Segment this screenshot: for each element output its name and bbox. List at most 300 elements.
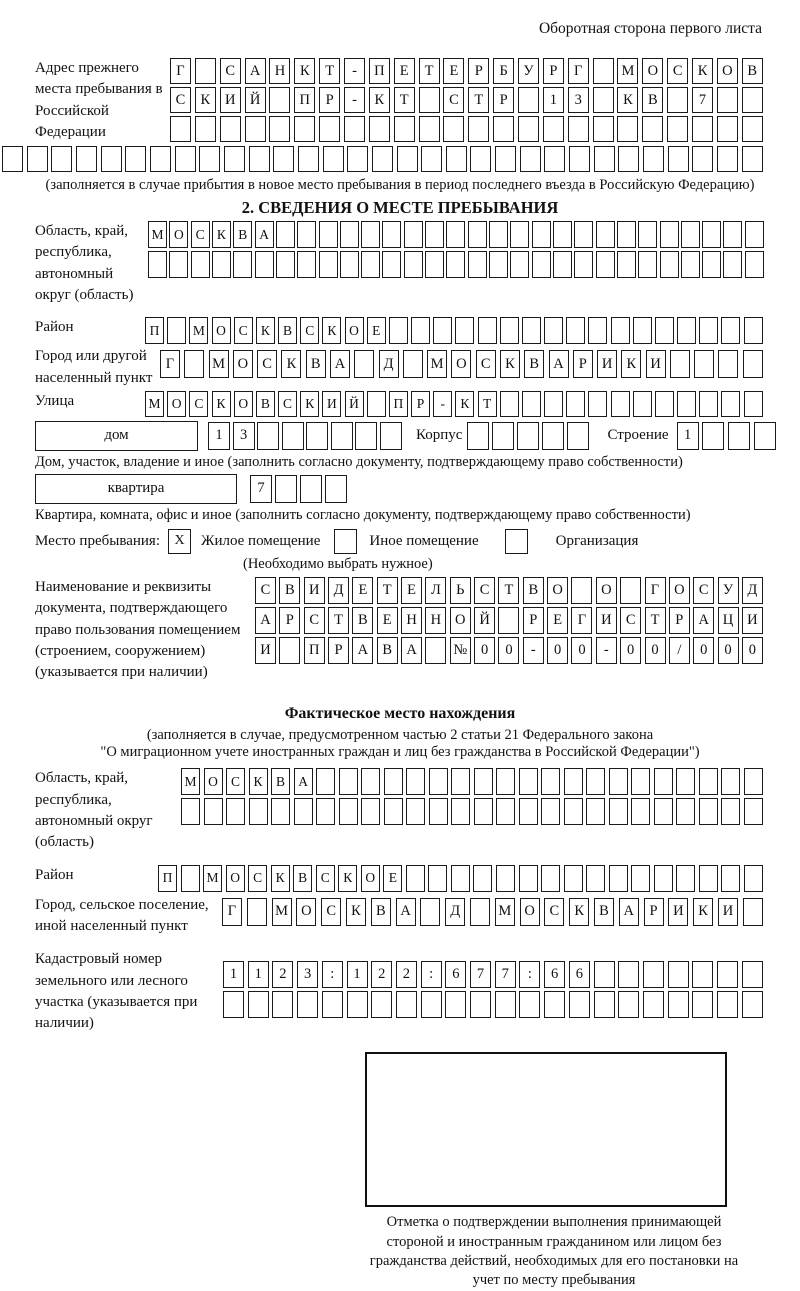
char-box[interactable] <box>404 251 423 278</box>
char-box[interactable] <box>670 350 690 378</box>
char-box[interactable]: К <box>300 391 319 417</box>
char-box[interactable] <box>553 221 572 248</box>
char-box[interactable] <box>425 637 446 664</box>
char-box[interactable] <box>273 146 294 172</box>
char-box[interactable] <box>331 422 353 450</box>
char-box[interactable]: К <box>281 350 301 378</box>
char-box[interactable]: Т <box>419 58 440 84</box>
char-box[interactable]: Р <box>573 350 593 378</box>
residential-checkbox[interactable]: X <box>168 529 191 554</box>
char-box[interactable] <box>699 865 718 892</box>
char-box[interactable] <box>544 317 563 344</box>
char-box[interactable] <box>655 391 674 417</box>
char-box[interactable] <box>742 991 763 1018</box>
char-box[interactable] <box>257 422 279 450</box>
char-box[interactable] <box>681 221 700 248</box>
char-box[interactable] <box>699 391 718 417</box>
char-box[interactable] <box>224 146 245 172</box>
char-box[interactable] <box>294 116 315 142</box>
char-box[interactable] <box>692 146 713 172</box>
char-box[interactable] <box>420 898 440 926</box>
char-box[interactable] <box>325 475 347 503</box>
char-box[interactable]: Г <box>645 577 666 604</box>
char-box[interactable] <box>544 991 565 1018</box>
char-box[interactable]: Г <box>170 58 191 84</box>
char-box[interactable]: Р <box>328 637 349 664</box>
char-box[interactable]: Е <box>547 607 568 634</box>
char-box[interactable]: В <box>306 350 326 378</box>
char-box[interactable] <box>397 146 418 172</box>
char-box[interactable] <box>543 116 564 142</box>
char-box[interactable] <box>403 350 423 378</box>
char-box[interactable]: М <box>209 350 229 378</box>
char-box[interactable]: И <box>597 350 617 378</box>
char-box[interactable]: Е <box>401 577 422 604</box>
char-box[interactable]: Т <box>394 87 415 113</box>
char-box[interactable] <box>699 798 718 825</box>
char-box[interactable] <box>594 961 615 988</box>
char-box[interactable]: Н <box>269 58 290 84</box>
char-box[interactable]: С <box>170 87 191 113</box>
char-box[interactable]: С <box>316 865 335 892</box>
char-box[interactable] <box>754 422 776 450</box>
char-box[interactable]: : <box>421 961 442 988</box>
char-box[interactable]: С <box>667 58 688 84</box>
char-box[interactable] <box>468 116 489 142</box>
char-box[interactable]: / <box>669 637 690 664</box>
char-box[interactable] <box>419 116 440 142</box>
char-box[interactable]: Р <box>319 87 340 113</box>
char-box[interactable]: - <box>596 637 617 664</box>
char-box[interactable] <box>743 350 763 378</box>
char-box[interactable] <box>371 991 392 1018</box>
char-box[interactable]: 3 <box>568 87 589 113</box>
char-box[interactable] <box>699 768 718 795</box>
char-box[interactable] <box>723 251 742 278</box>
char-box[interactable]: А <box>401 637 422 664</box>
char-box[interactable] <box>744 768 763 795</box>
char-box[interactable] <box>428 865 447 892</box>
char-box[interactable]: - <box>344 87 365 113</box>
char-box[interactable]: И <box>646 350 666 378</box>
char-box[interactable]: - <box>433 391 452 417</box>
char-box[interactable] <box>744 317 763 344</box>
char-box[interactable]: М <box>145 391 164 417</box>
char-box[interactable] <box>421 146 442 172</box>
char-box[interactable] <box>470 898 490 926</box>
char-box[interactable] <box>522 391 541 417</box>
char-box[interactable] <box>319 221 338 248</box>
char-box[interactable] <box>676 865 695 892</box>
char-box[interactable] <box>275 475 297 503</box>
char-box[interactable] <box>340 251 359 278</box>
char-box[interactable] <box>433 317 452 344</box>
char-box[interactable] <box>542 422 564 450</box>
char-box[interactable] <box>518 116 539 142</box>
char-box[interactable] <box>593 116 614 142</box>
char-box[interactable] <box>429 798 448 825</box>
char-box[interactable] <box>384 798 403 825</box>
char-box[interactable]: О <box>345 317 364 344</box>
char-box[interactable] <box>588 391 607 417</box>
char-box[interactable]: Е <box>443 58 464 84</box>
char-box[interactable] <box>699 317 718 344</box>
char-box[interactable] <box>51 146 72 172</box>
char-box[interactable]: С <box>226 768 245 795</box>
char-box[interactable] <box>474 798 493 825</box>
char-box[interactable] <box>361 221 380 248</box>
char-box[interactable] <box>717 991 738 1018</box>
char-box[interactable] <box>721 317 740 344</box>
char-box[interactable] <box>721 391 740 417</box>
char-box[interactable]: С <box>248 865 267 892</box>
char-box[interactable]: Т <box>377 577 398 604</box>
char-box[interactable] <box>611 391 630 417</box>
char-box[interactable] <box>101 146 122 172</box>
char-box[interactable]: К <box>322 317 341 344</box>
char-box[interactable] <box>419 87 440 113</box>
char-box[interactable]: 2 <box>371 961 392 988</box>
char-box[interactable] <box>692 991 713 1018</box>
char-box[interactable] <box>702 422 724 450</box>
char-box[interactable] <box>617 251 636 278</box>
char-box[interactable] <box>389 317 408 344</box>
char-box[interactable]: Б <box>493 58 514 84</box>
char-box[interactable] <box>676 798 695 825</box>
char-box[interactable]: 0 <box>693 637 714 664</box>
char-box[interactable]: Р <box>543 58 564 84</box>
char-box[interactable] <box>316 768 335 795</box>
char-box[interactable]: И <box>322 391 341 417</box>
char-box[interactable]: М <box>617 58 638 84</box>
char-box[interactable] <box>574 221 593 248</box>
char-box[interactable] <box>620 577 641 604</box>
char-box[interactable]: Т <box>319 58 340 84</box>
char-box[interactable]: К <box>195 87 216 113</box>
char-box[interactable] <box>618 146 639 172</box>
char-box[interactable]: С <box>300 317 319 344</box>
char-box[interactable] <box>742 146 763 172</box>
char-box[interactable] <box>631 768 650 795</box>
char-box[interactable]: Е <box>352 577 373 604</box>
char-box[interactable] <box>492 422 514 450</box>
char-box[interactable] <box>564 798 583 825</box>
char-box[interactable]: Й <box>474 607 495 634</box>
char-box[interactable]: М <box>189 317 208 344</box>
char-box[interactable] <box>175 146 196 172</box>
char-box[interactable] <box>654 865 673 892</box>
char-box[interactable] <box>191 251 210 278</box>
char-box[interactable]: М <box>181 768 200 795</box>
char-box[interactable] <box>609 865 628 892</box>
char-box[interactable]: К <box>617 87 638 113</box>
char-box[interactable] <box>569 146 590 172</box>
char-box[interactable] <box>717 116 738 142</box>
char-box[interactable] <box>493 116 514 142</box>
char-box[interactable] <box>677 391 696 417</box>
char-box[interactable] <box>323 146 344 172</box>
char-box[interactable]: О <box>233 350 253 378</box>
char-box[interactable]: И <box>304 577 325 604</box>
char-box[interactable] <box>361 798 380 825</box>
char-box[interactable] <box>300 475 322 503</box>
char-box[interactable]: О <box>296 898 316 926</box>
char-box[interactable] <box>272 991 293 1018</box>
char-box[interactable]: 6 <box>445 961 466 988</box>
char-box[interactable]: 0 <box>474 637 495 664</box>
char-box[interactable] <box>609 768 628 795</box>
char-box[interactable]: Г <box>568 58 589 84</box>
char-box[interactable]: 1 <box>677 422 699 450</box>
char-box[interactable] <box>425 251 444 278</box>
char-box[interactable]: : <box>519 961 540 988</box>
char-box[interactable]: И <box>668 898 688 926</box>
char-box[interactable]: А <box>255 607 276 634</box>
char-box[interactable] <box>169 251 188 278</box>
char-box[interactable] <box>406 768 425 795</box>
char-box[interactable] <box>593 87 614 113</box>
char-box[interactable] <box>694 350 714 378</box>
char-box[interactable]: О <box>450 607 471 634</box>
char-box[interactable] <box>411 317 430 344</box>
char-box[interactable]: Д <box>379 350 399 378</box>
char-box[interactable]: Е <box>383 865 402 892</box>
char-box[interactable] <box>451 768 470 795</box>
char-box[interactable] <box>148 251 167 278</box>
char-box[interactable] <box>743 898 763 926</box>
char-box[interactable]: С <box>257 350 277 378</box>
char-box[interactable]: В <box>642 87 663 113</box>
char-box[interactable] <box>339 768 358 795</box>
char-box[interactable] <box>429 768 448 795</box>
char-box[interactable]: К <box>256 317 275 344</box>
char-box[interactable] <box>297 251 316 278</box>
char-box[interactable] <box>354 350 374 378</box>
char-box[interactable]: М <box>495 898 515 926</box>
char-box[interactable] <box>728 422 750 450</box>
char-box[interactable] <box>249 146 270 172</box>
char-box[interactable]: А <box>549 350 569 378</box>
char-box[interactable] <box>655 317 674 344</box>
char-box[interactable] <box>510 221 529 248</box>
char-box[interactable] <box>517 422 539 450</box>
char-box[interactable]: М <box>148 221 167 248</box>
char-box[interactable] <box>220 116 241 142</box>
char-box[interactable] <box>553 251 572 278</box>
char-box[interactable]: В <box>279 577 300 604</box>
char-box[interactable] <box>247 898 267 926</box>
char-box[interactable] <box>518 87 539 113</box>
char-box[interactable]: О <box>169 221 188 248</box>
char-box[interactable] <box>742 87 763 113</box>
char-box[interactable]: П <box>294 87 315 113</box>
organization-checkbox[interactable] <box>505 529 528 554</box>
char-box[interactable] <box>541 798 560 825</box>
char-box[interactable]: 0 <box>718 637 739 664</box>
char-box[interactable] <box>496 798 515 825</box>
char-box[interactable] <box>340 221 359 248</box>
char-box[interactable]: Т <box>468 87 489 113</box>
char-box[interactable]: 1 <box>347 961 368 988</box>
char-box[interactable]: В <box>293 865 312 892</box>
char-box[interactable]: В <box>233 221 252 248</box>
char-box[interactable] <box>609 798 628 825</box>
char-box[interactable] <box>451 798 470 825</box>
char-box[interactable]: А <box>619 898 639 926</box>
char-box[interactable]: Р <box>493 87 514 113</box>
char-box[interactable] <box>586 865 605 892</box>
char-box[interactable] <box>470 146 491 172</box>
char-box[interactable] <box>668 146 689 172</box>
char-box[interactable] <box>638 221 657 248</box>
char-box[interactable]: А <box>294 768 313 795</box>
char-box[interactable] <box>676 768 695 795</box>
char-box[interactable]: А <box>245 58 266 84</box>
char-box[interactable]: С <box>220 58 241 84</box>
char-box[interactable] <box>489 251 508 278</box>
char-box[interactable]: О <box>451 350 471 378</box>
char-box[interactable]: Т <box>328 607 349 634</box>
char-box[interactable]: К <box>271 865 290 892</box>
char-box[interactable] <box>667 87 688 113</box>
char-box[interactable] <box>496 865 515 892</box>
char-box[interactable]: М <box>272 898 292 926</box>
char-box[interactable] <box>692 116 713 142</box>
char-box[interactable] <box>633 317 652 344</box>
char-box[interactable] <box>574 251 593 278</box>
char-box[interactable] <box>660 251 679 278</box>
char-box[interactable]: Л <box>425 577 446 604</box>
char-box[interactable]: № <box>450 637 471 664</box>
char-box[interactable]: Р <box>411 391 430 417</box>
char-box[interactable] <box>500 391 519 417</box>
char-box[interactable]: 3 <box>297 961 318 988</box>
char-box[interactable] <box>406 798 425 825</box>
char-box[interactable]: - <box>344 58 365 84</box>
char-box[interactable] <box>294 798 313 825</box>
char-box[interactable] <box>596 221 615 248</box>
char-box[interactable] <box>745 221 764 248</box>
char-box[interactable] <box>742 116 763 142</box>
char-box[interactable]: Р <box>468 58 489 84</box>
char-box[interactable]: Н <box>425 607 446 634</box>
char-box[interactable] <box>519 991 540 1018</box>
char-box[interactable] <box>541 768 560 795</box>
char-box[interactable]: 1 <box>208 422 230 450</box>
char-box[interactable]: И <box>742 607 763 634</box>
char-box[interactable]: 7 <box>495 961 516 988</box>
char-box[interactable] <box>643 961 664 988</box>
char-box[interactable] <box>642 116 663 142</box>
char-box[interactable] <box>594 146 615 172</box>
char-box[interactable] <box>446 146 467 172</box>
char-box[interactable]: Е <box>377 607 398 634</box>
char-box[interactable] <box>721 865 740 892</box>
char-box[interactable] <box>226 798 245 825</box>
char-box[interactable]: Ь <box>450 577 471 604</box>
char-box[interactable] <box>660 221 679 248</box>
char-box[interactable]: С <box>474 577 495 604</box>
char-box[interactable] <box>744 865 763 892</box>
char-box[interactable] <box>347 146 368 172</box>
char-box[interactable]: И <box>220 87 241 113</box>
char-box[interactable]: О <box>167 391 186 417</box>
char-box[interactable]: У <box>718 577 739 604</box>
char-box[interactable] <box>495 146 516 172</box>
char-box[interactable]: Й <box>345 391 364 417</box>
char-box[interactable] <box>522 317 541 344</box>
char-box[interactable] <box>519 798 538 825</box>
char-box[interactable] <box>586 768 605 795</box>
char-box[interactable] <box>170 116 191 142</box>
char-box[interactable] <box>568 116 589 142</box>
char-box[interactable]: 1 <box>223 961 244 988</box>
char-box[interactable] <box>297 991 318 1018</box>
char-box[interactable]: 0 <box>620 637 641 664</box>
char-box[interactable] <box>184 350 204 378</box>
char-box[interactable] <box>384 768 403 795</box>
char-box[interactable] <box>269 116 290 142</box>
char-box[interactable]: К <box>692 58 713 84</box>
char-box[interactable]: Р <box>644 898 664 926</box>
char-box[interactable]: С <box>304 607 325 634</box>
char-box[interactable]: П <box>304 637 325 664</box>
char-box[interactable]: О <box>212 317 231 344</box>
char-box[interactable]: Р <box>669 607 690 634</box>
char-box[interactable]: О <box>520 898 540 926</box>
char-box[interactable]: А <box>352 637 373 664</box>
char-box[interactable] <box>421 991 442 1018</box>
char-box[interactable] <box>361 768 380 795</box>
char-box[interactable]: В <box>278 317 297 344</box>
char-box[interactable]: Е <box>367 317 386 344</box>
char-box[interactable]: В <box>371 898 391 926</box>
char-box[interactable]: Н <box>401 607 422 634</box>
char-box[interactable]: 0 <box>571 637 592 664</box>
char-box[interactable] <box>245 116 266 142</box>
char-box[interactable] <box>322 991 343 1018</box>
char-box[interactable]: С <box>476 350 496 378</box>
char-box[interactable]: В <box>742 58 763 84</box>
char-box[interactable]: Г <box>571 607 592 634</box>
char-box[interactable] <box>367 391 386 417</box>
char-box[interactable]: 1 <box>248 961 269 988</box>
char-box[interactable]: У <box>518 58 539 84</box>
char-box[interactable]: К <box>455 391 474 417</box>
char-box[interactable] <box>233 251 252 278</box>
char-box[interactable] <box>681 251 700 278</box>
char-box[interactable]: В <box>377 637 398 664</box>
char-box[interactable]: Й <box>245 87 266 113</box>
char-box[interactable]: О <box>204 768 223 795</box>
char-box[interactable]: В <box>352 607 373 634</box>
char-box[interactable]: Ц <box>718 607 739 634</box>
char-box[interactable]: Г <box>160 350 180 378</box>
char-box[interactable] <box>195 58 216 84</box>
char-box[interactable] <box>668 961 689 988</box>
char-box[interactable] <box>446 221 465 248</box>
char-box[interactable]: А <box>396 898 416 926</box>
char-box[interactable] <box>425 221 444 248</box>
char-box[interactable]: М <box>427 350 447 378</box>
char-box[interactable]: К <box>369 87 390 113</box>
char-box[interactable] <box>618 991 639 1018</box>
char-box[interactable]: К <box>346 898 366 926</box>
char-box[interactable] <box>498 607 519 634</box>
char-box[interactable] <box>496 768 515 795</box>
char-box[interactable] <box>125 146 146 172</box>
char-box[interactable]: С <box>278 391 297 417</box>
